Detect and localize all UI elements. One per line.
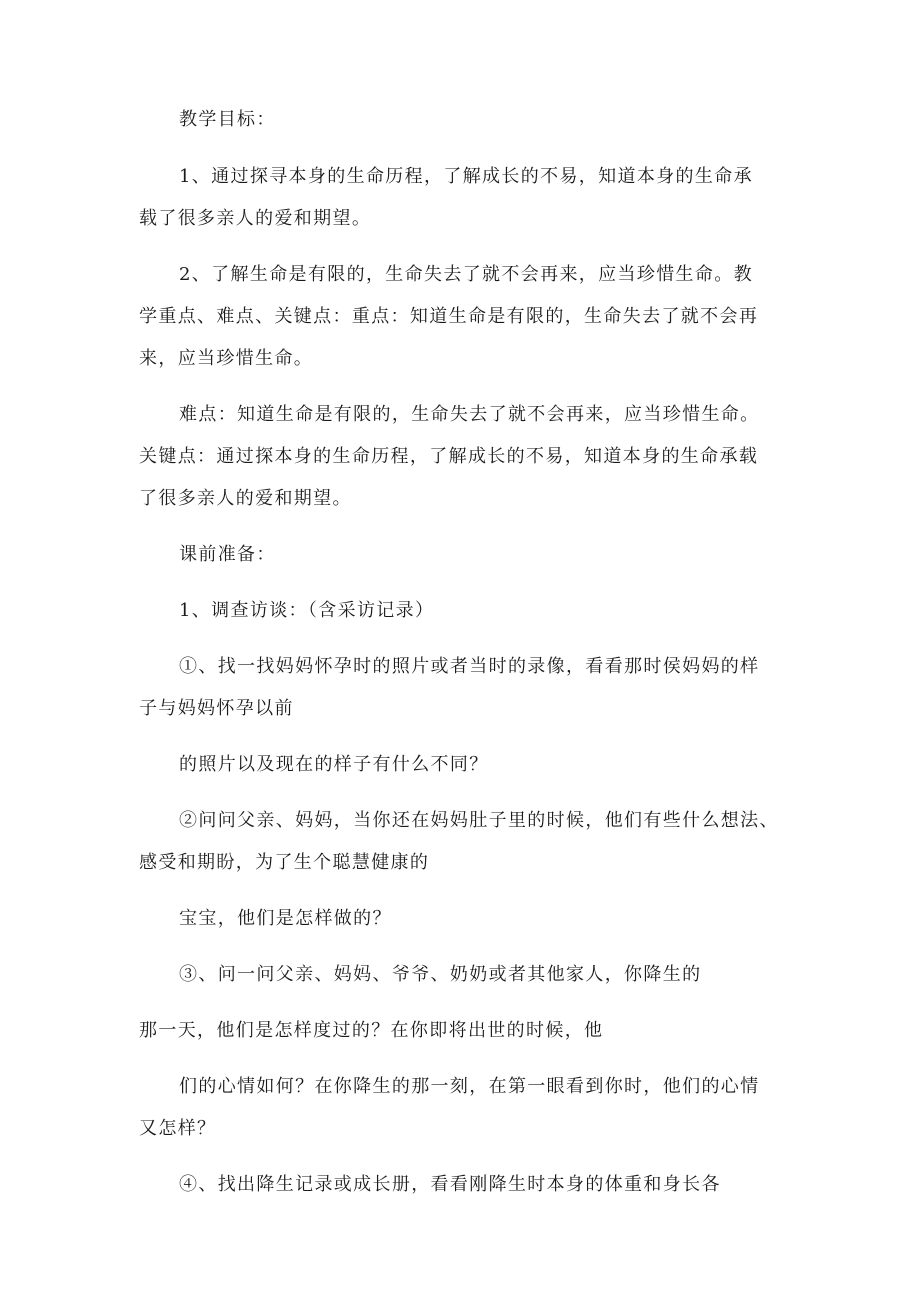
task-4-line-1: ④、找出降生记录或成长册，看看刚降生时本身的体重和身长各 — [179, 1174, 721, 1195]
task-1-line-3: 的照片以及现在的样子有什么不同？ — [179, 754, 489, 775]
task-3-line-2: 那一天，他们是怎样度过的？在你即将出世的时候，他 — [139, 1020, 604, 1041]
heading-preparation: 课前准备： — [179, 544, 276, 565]
task-3-line-1: ③、问一问父亲、妈妈、爷爷、奶奶或者其他家人，你降生的 — [179, 964, 702, 985]
goal-1-line-2: 载了很多亲人的爱和期望。 — [139, 208, 372, 229]
task-2-line-3: 宝宝，他们是怎样做的？ — [179, 908, 392, 929]
goal-2-line-2: 学重点、难点、关键点：重点：知道生命是有限的，生命失去了就不会再 — [139, 306, 759, 327]
task-2-line-1: ②问问父亲、妈妈，当你还在妈妈肚子里的时候，他们有些什么想法、 — [179, 810, 779, 831]
prep-item-1: 1、调查访谈：（含采访记录） — [179, 600, 435, 621]
task-1-line-2: 子与妈妈怀孕以前 — [139, 698, 294, 719]
task-1-line-1: ①、找一找妈妈怀孕时的照片或者当时的录像，看看那时侯妈妈的样 — [179, 656, 760, 677]
goal-2-line-3: 来，应当珍惜生命。 — [139, 348, 314, 369]
difficulty-line-1: 难点：知道生命是有限的，生命失去了就不会再来，应当珍惜生命。 — [179, 404, 760, 425]
task-3-line-4: 又怎样？ — [139, 1118, 217, 1139]
goal-2-line-1: 2、了解生命是有限的，生命失去了就不会再来，应当珍惜生命。教 — [179, 264, 753, 285]
goal-1-line-1: 1、通过探寻本身的生命历程，了解成长的不易，知道本身的生命承 — [179, 166, 753, 187]
heading-teaching-goals: 教学目标： — [179, 109, 276, 130]
task-3-line-3: 们的心情如何？在你降生的那一刻，在第一眼看到你时，他们的心情 — [179, 1076, 760, 1097]
key-point-line-2: 了很多亲人的爱和期望。 — [139, 488, 352, 509]
key-point-line-1: 关键点：通过探本身的生命历程，了解成长的不易，知道本身的生命承载 — [139, 446, 759, 467]
task-2-line-2: 感受和期盼，为了生个聪慧健康的 — [139, 852, 430, 873]
